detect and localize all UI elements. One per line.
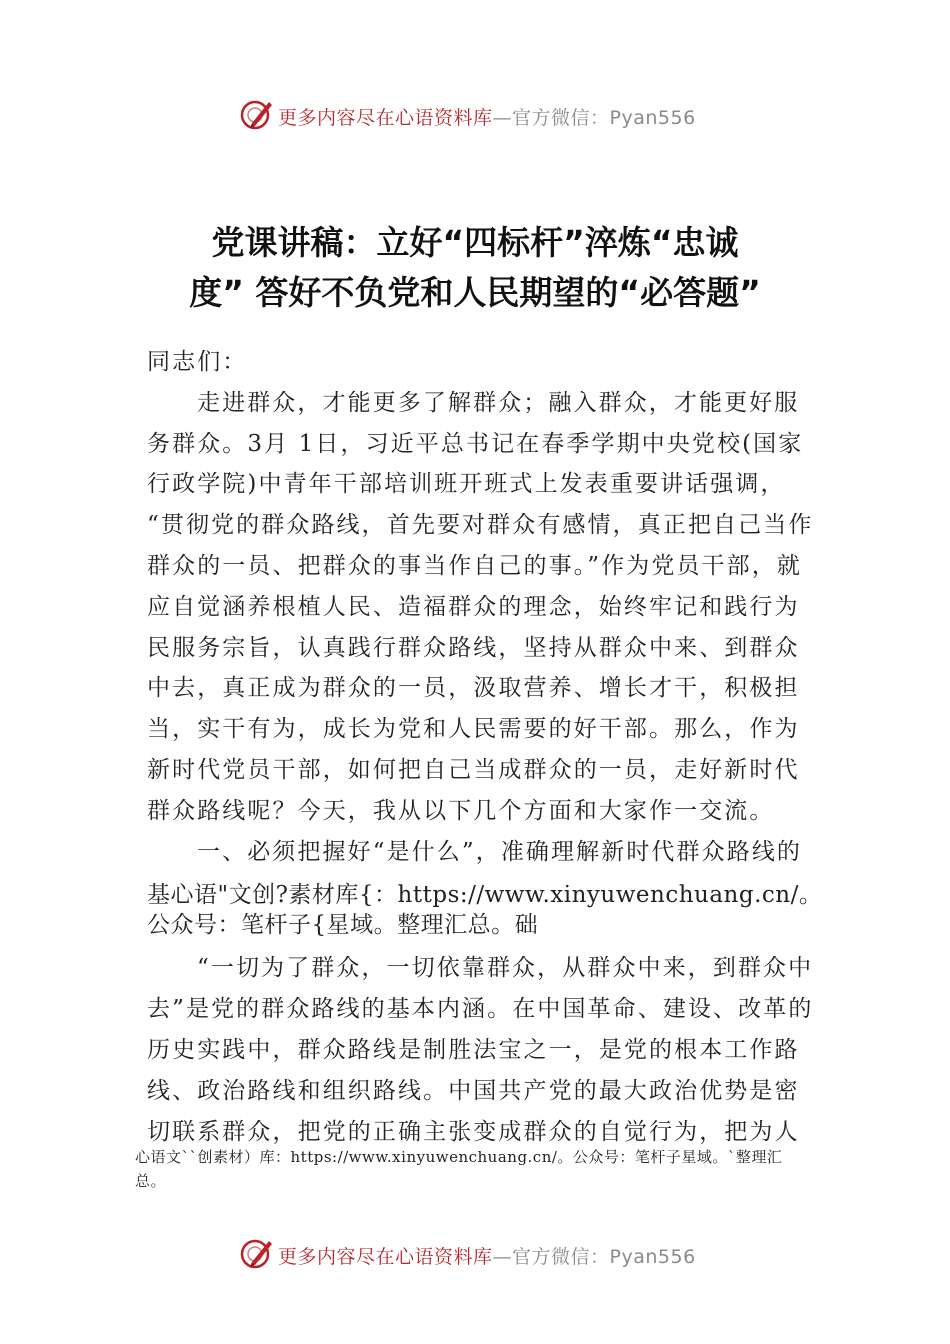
banner-text [278, 103, 696, 130]
footnote-line-2: 总。 [135, 1172, 167, 1190]
body-line: 去”是党的群众路线的基本内涵。在中国革命、建设、改革的 [147, 996, 814, 1023]
banner-label: 更多内容尽在心语资料库—官方微信： [278, 107, 610, 129]
body-line: “贯彻党的群众路线，首先要对群众有感情，真正把自己当作 [147, 512, 814, 539]
pen-logo-icon [240, 1236, 274, 1270]
body-line: “一切为了群众，一切依靠群众，从群众中来，到群众中 [197, 955, 814, 982]
body-line: 中去，真正成为群众的一员，汲取营养、增长才干，积极担 [147, 675, 800, 702]
body-line: 行政学院)中青年干部培训班开班式上发表重要讲话强调， [147, 471, 786, 498]
body-line: 群众的一员、把群众的事当作自己的事。”作为党员干部，就 [147, 552, 802, 579]
footnote-line-1: 心语文``创素材）库：https://www.xinyuwenchuang.cn/。公众号：笔杆子星域。`整理汇 [135, 1148, 783, 1166]
document-title [130, 218, 820, 318]
section-heading: 一、必须把握好“是什么”，准确理解新时代群众路线的 [197, 838, 803, 865]
body-line: 务群众。3月 1日，习近平总书记在春季学期中央党校(国家 [147, 430, 804, 457]
footnote [135, 1145, 845, 1193]
banner-text [278, 1242, 696, 1269]
banner-label: 更多内容尽在心语资料库—官方微信： [278, 1246, 610, 1268]
watermark-line: 基心语"文创?素材库{：https://www.xinyuwenchuang.cn/。 [147, 882, 823, 909]
header-banner [0, 95, 950, 135]
title-line-1: 党课讲稿：立好“四标杆”淬炼“忠诚 [211, 223, 739, 262]
title-line-2: 度” 答好不负党和人民期望的“必答题” [189, 273, 761, 312]
document-body [147, 342, 823, 1152]
body-line: 新时代党员干部，如何把自己当成群众的一员，走好新时代 [147, 756, 800, 783]
body-line: 切联系群众，把党的正确主张变成群众的自觉行为，把为人 [147, 1118, 800, 1145]
body-line: 应自觉涵养根植人民、造福群众的理念，始终牢记和践行为 [147, 593, 800, 620]
pen-logo-icon [240, 97, 274, 131]
body-line: 走进群众，才能更多了解群众；融入群众，才能更好服 [197, 389, 800, 416]
wechat-id: Pyan556 [609, 107, 696, 129]
body-line: 当，实干有为，成长为党和人民需要的好干部。那么，作为 [147, 716, 800, 743]
body-line: 同志们： [147, 349, 248, 375]
body-line: 民服务宗旨，认真践行群众路线，坚持从群众中来、到群众 [147, 634, 800, 661]
body-line: 历史实践中，群众路线是制胜法宝之一，是党的根本工作路 [147, 1036, 800, 1063]
wechat-id: Pyan556 [609, 1246, 696, 1268]
footer-banner [0, 1234, 950, 1274]
body-line: 线、政治路线和组织路线。中国共产党的最大政治优势是密 [147, 1077, 800, 1104]
body-line: 群众路线呢？今天，我从以下几个方面和大家作一交流。 [147, 797, 775, 824]
watermark-line: 公众号：笔杆子{星域。整理汇总。础 [147, 912, 539, 939]
